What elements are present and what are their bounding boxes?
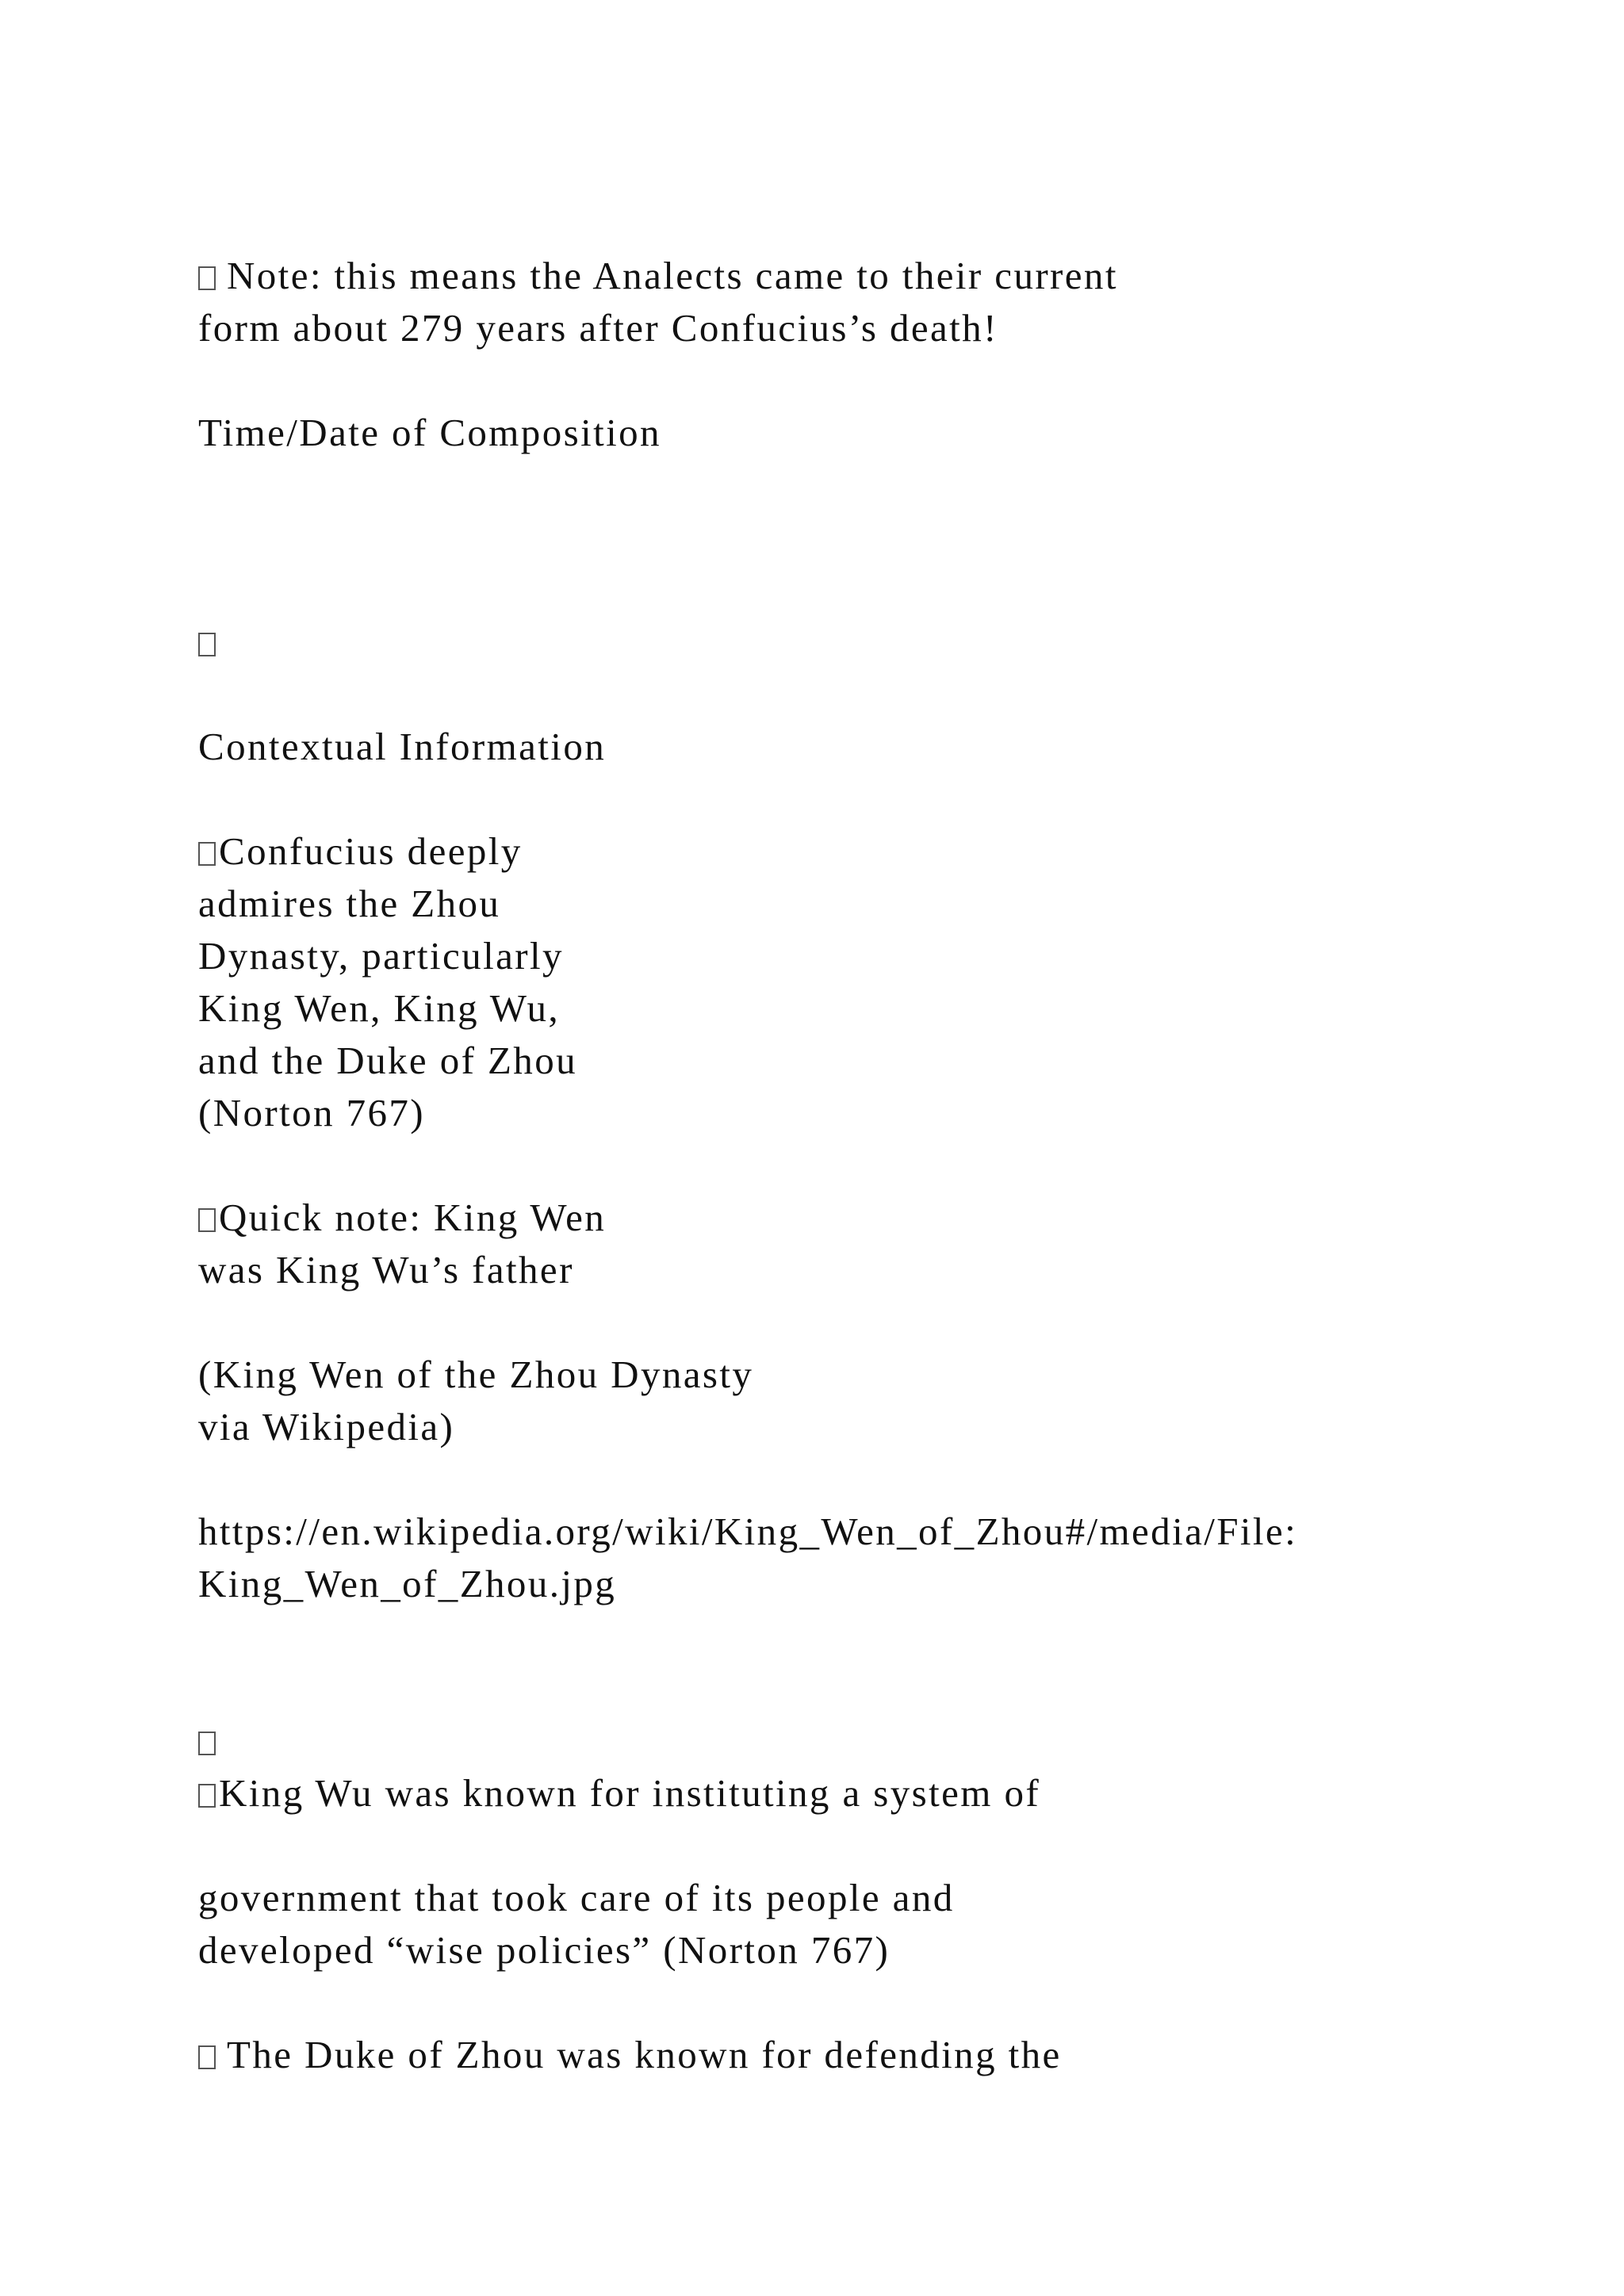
image-caption-line-2: via Wikipedia) (198, 1405, 455, 1448)
zhou-line-5: and the Duke of Zhou (198, 1039, 577, 1082)
quick-note-text-1: Quick note: King Wen (219, 1196, 607, 1239)
quick-note-line-1 (198, 1192, 606, 1244)
zhou-line-1 (198, 825, 523, 878)
image-url-line-2: King_Wen_of_Zhou.jpg (198, 1562, 617, 1605)
zhou-line-3: Dynasty, particularly (198, 934, 564, 978)
missing-glyph-icon (198, 2045, 216, 2069)
heading-contextual-information: Contextual Information (198, 725, 607, 768)
king-wu-line-1 (198, 1767, 1040, 1820)
duke-zhou-line-1 (198, 2029, 1062, 2081)
missing-glyph-icon (198, 266, 216, 290)
king-wu-text-1: King Wu was known for instituting a system of (219, 1771, 1041, 1815)
image-url-line-1: https://en.wikipedia.org/wiki/King_Wen_of_Zhou#/media/File: (198, 1510, 1298, 1553)
note-line-2: form about 279 years after Confucius’s death! (198, 306, 998, 350)
zhou-line-2: admires the Zhou (198, 882, 501, 925)
quick-note-line-2: was King Wu’s father (198, 1248, 574, 1292)
missing-glyph-icon (198, 842, 216, 866)
empty-bullet-line-2 (198, 1715, 216, 1767)
duke-zhou-text-1: The Duke of Zhou was known for defending the (227, 2033, 1062, 2076)
image-caption-line-1: (King Wen of the Zhou Dynasty (198, 1353, 754, 1396)
heading-time-of-composition: Time/Date of Composition (198, 411, 661, 454)
zhou-text-1: Confucius deeply (219, 829, 523, 873)
empty-bullet-line (198, 616, 216, 668)
zhou-line-6: (Norton 767) (198, 1091, 426, 1135)
missing-glyph-icon (198, 1784, 216, 1808)
missing-glyph-icon (198, 1208, 216, 1232)
note-text-1: Note: this means the Analects came to their current (227, 254, 1118, 297)
note-line-1 (198, 250, 1118, 302)
king-wu-line-3: developed “wise policies” (Norton 767) (198, 1928, 891, 1972)
king-wu-line-2: government that took care of its people and (198, 1876, 955, 1919)
zhou-line-4: King Wen, King Wu, (198, 986, 561, 1030)
missing-glyph-icon (198, 1732, 216, 1755)
missing-glyph-icon (198, 633, 216, 656)
